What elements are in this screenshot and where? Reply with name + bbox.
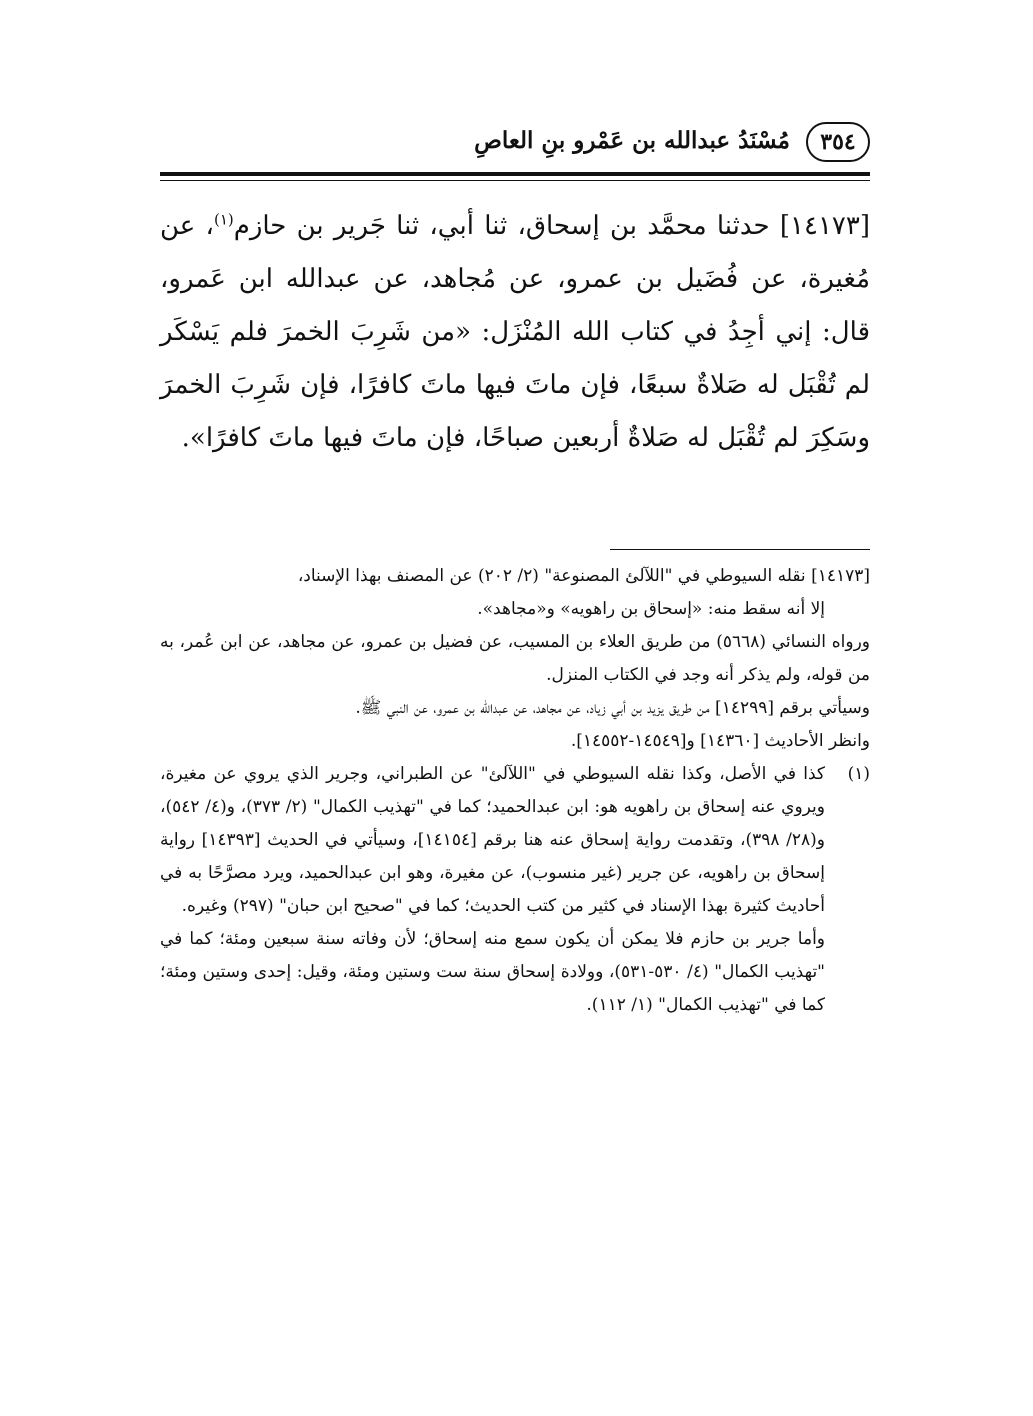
footnote-1-number: (١) [847,764,870,784]
hadith-paragraph [160,200,870,465]
header-rule-thick [160,172,870,176]
hadith-note-line1: [١٤١٧٣] نقله السيوطي في "اللآلئ المصنوعة" (٢/ ٢٠٢) عن المصنف بهذا الإسناد، [297,566,870,586]
footnote-reference: (١) [213,210,234,229]
hadith-text-part2: ، عن مُغيرة، عن فُضَيل بن عمرو، عن مُجاهد، عن عبدالله ابن عَمرو، قال: إني أجِدُ في كتاب الله المُنْزَل: «من شَرِبَ الخمرَ فلم يَسْكَر لم تُقْبَل له صَلاةٌ سبعًا، فإن ماتَ فيها ماتَ كافرًا، فإن شَرِبَ الخمرَ وسَكِرَ لم تُقْبَل له صَلاةٌ أربعين صباحًا، فإن ماتَ فيها ماتَ كافرًا». [160,211,870,453]
footnote-1-para1: كذا في الأصل، وكذا نقله السيوطي في "اللآلئ" عن الطبراني، وجرير الذي يروي عن مغيرة، ويروي عنه إسحاق بن راهويه هو: ابن عبدالحميد؛ كما في "تهذيب الكمال" (٢/ ٣٧٣)، و(٤/ ٥٤٢)، و(٢٨/ ٣٩٨)، وتقدمت رواية إسحاق عنه هنا برقم [١٤١٥٤]، وسيأتي في الحديث [١٤٣٩٣] رواية إسحاق بن راهويه، عن جرير (غير منسوب)، عن مغيرة، وهو ابن عبدالحميد، ويرد مصرَّحًا به في أحاديث كثيرة بهذا الإسناد في كثير من كتب الحديث؛ كما في "صحيح ابن حبان" (٢٩٧) وغيره. [160,764,825,916]
hadith-note [160,560,870,758]
footnotes [160,560,870,1022]
footnote-separator [610,549,870,550]
header-rule-thin [160,180,870,181]
hadith-note-para4: وانظر الأحاديث [١٤٣٦٠] و[١٤٥٤٩-١٤٥٥٢]. [570,731,870,751]
hadith-note-para3: وسيأتي برقم [١٤٢٩٩] من طريق يزيد بن أبي زياد، عن مجاهد، عن عبدالله بن عمرو، عن النبي ﷺ. [355,698,870,718]
page-number: ٣٥٤ [806,122,870,162]
hadith-note-line2: إلا أنه سقط منه: «إسحاق بن راهويه» و«مجاهد». [477,599,825,619]
footnote-1 [160,758,870,1022]
hadith-note-para2: ورواه النسائي (٥٦٦٨) من طريق العلاء بن المسيب، عن فضيل بن عمرو، عن مجاهد، عن ابن عُمر، به من قوله، ولم يذكر أنه وجد في الكتاب المنزل. [160,632,870,685]
page-header [160,118,870,172]
hadith-text-part1: [١٤١٧٣] حدثنا محمَّد بن إسحاق، ثنا أبي، ثنا جَرير بن حازم [233,211,870,241]
hadith-text [160,200,870,465]
running-title: مُسْنَدُ عبدالله بن عَمْرو بنِ العاصِ [474,127,790,154]
footnote-1-para2: وأما جرير بن حازم فلا يمكن أن يكون سمع منه إسحاق؛ لأن وفاته سنة سبعين ومئة؛ كما في "تهذيب الكمال" (٤/ ٥٣٠-٥٣١)، وولادة إسحاق سنة ست وستين ومئة، وقيل: إحدى وستين ومئة؛ كما في "تهذيب الكمال" (١/ ١١٢). [160,929,825,1015]
